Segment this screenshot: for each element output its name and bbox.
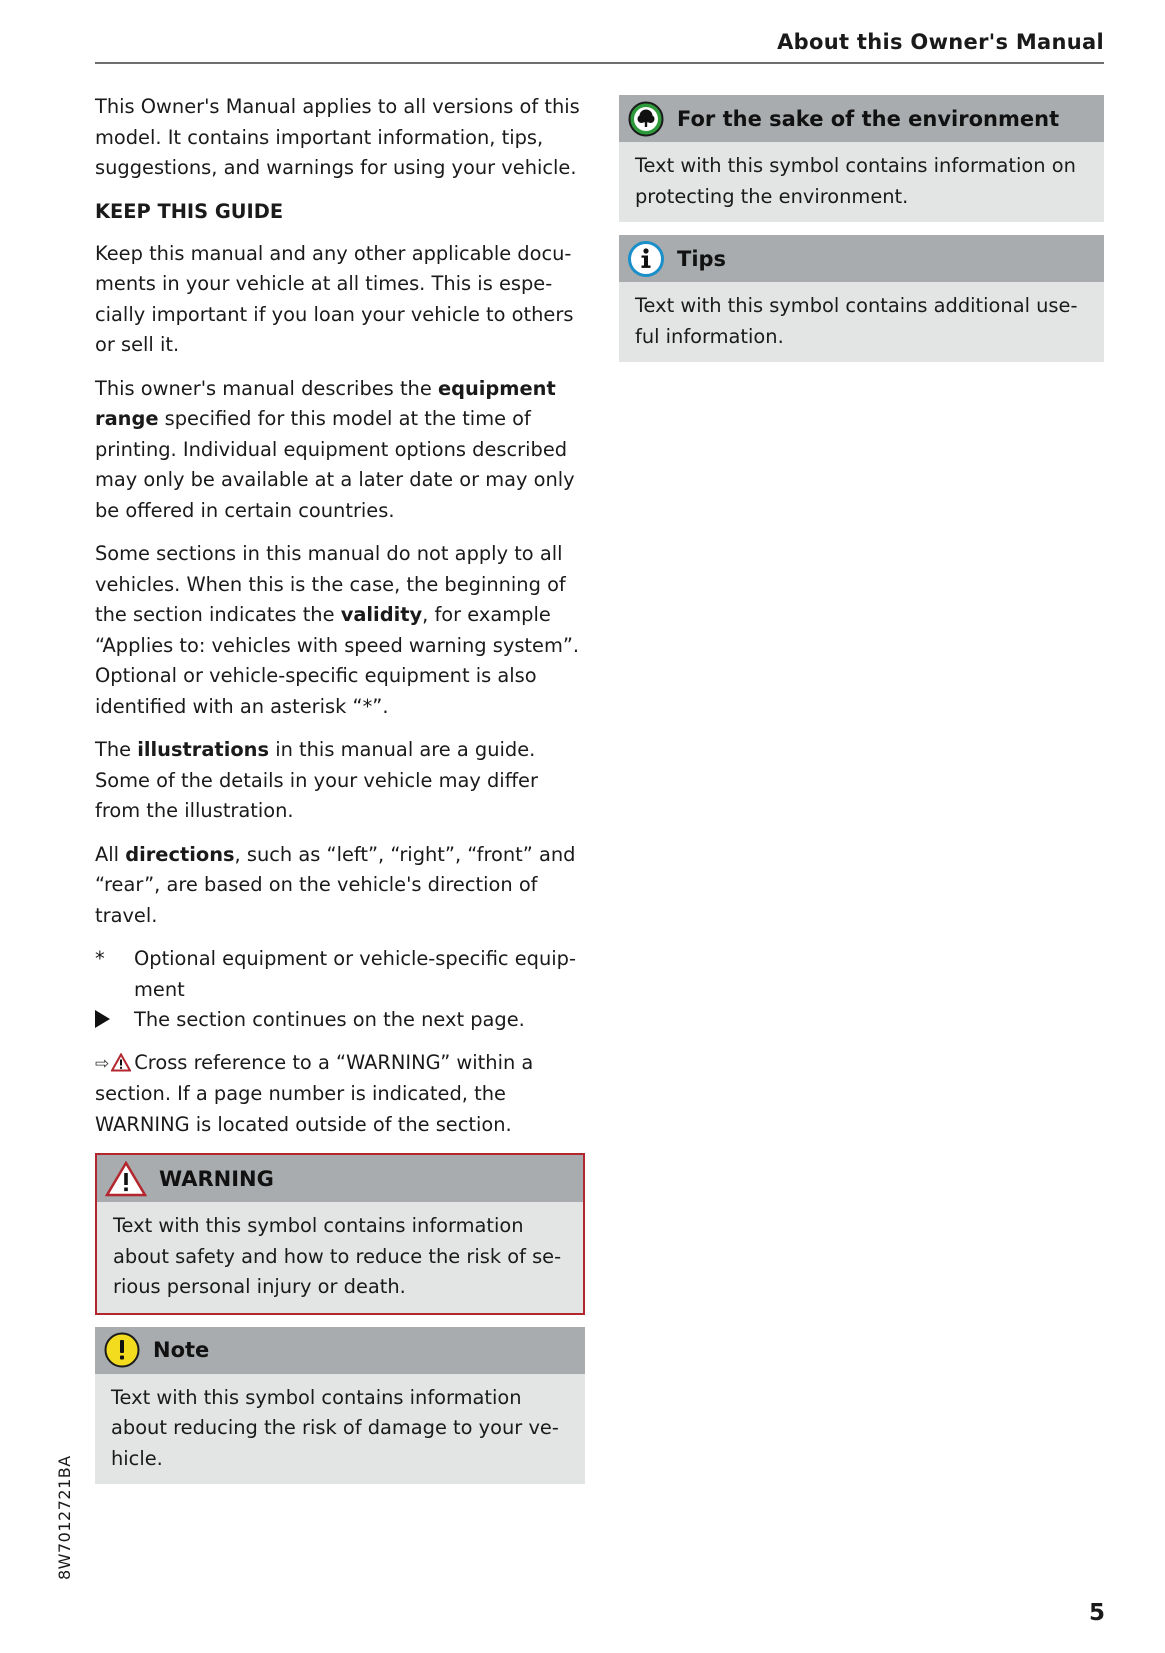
xref-paragraph — [95, 1048, 585, 1141]
page-number: 5 — [1088, 1600, 1105, 1626]
directions-paragraph: All directions, such as “left”, “right”, “front” and “rear”, are based on the vehicle's direction of travel. — [95, 842, 576, 927]
warning-text: Text with this symbol contains information about safety and how to reduce the risk of serious personal injury or death. — [97, 1202, 583, 1313]
warning-title: WARNING — [159, 1166, 274, 1191]
exclamation-circle-icon — [103, 1331, 141, 1369]
validity-paragraph: Some sections in this manual do not apply to all vehicles. When this is the case, the beginning of the section indicates the validity, for example “Applies to: vehicles with speed warning system”. Optional or vehicle-specific equipment is also identified with an asterisk “*”. — [95, 542, 580, 718]
tips-box — [619, 235, 1104, 362]
info-icon — [627, 240, 665, 278]
continue-triangle-icon — [95, 1010, 110, 1028]
xref-text: Cross reference to a “WARNING” within a section. If a page number is indicated, the WARNING is located outside of the section. — [95, 1050, 534, 1136]
environment-box — [619, 95, 1104, 222]
environment-text: Text with this symbol contains information on protecting the environment. — [619, 142, 1104, 222]
environment-header — [619, 95, 1104, 142]
tips-header — [619, 235, 1104, 282]
xref-arrow-icon: ⇨ — [95, 1053, 110, 1074]
header-rule — [95, 62, 1104, 64]
running-title: About this Owner's Manual — [777, 30, 1104, 54]
document-code: 8W7012721BA — [55, 1455, 74, 1580]
note-box — [95, 1327, 585, 1485]
note-title: Note — [153, 1338, 210, 1362]
warning-header — [97, 1155, 583, 1202]
keep-guide-paragraph: Keep this manual and any other applicable documents in your vehicle at all times. This is especially important if you loan your vehicle to others or sell it. — [95, 241, 574, 356]
continue-description: The section continues on the next page. — [134, 1008, 525, 1031]
asterisk-description: Optional equipment or vehicle-specific equipment — [134, 947, 576, 1001]
tree-icon — [627, 100, 665, 138]
validity-term: validity — [340, 603, 423, 626]
tips-title: Tips — [677, 246, 727, 271]
equipment-range-term: equipment range — [95, 376, 556, 430]
asterisk-symbol: * — [95, 947, 105, 970]
directions-term: directions — [125, 842, 235, 866]
note-text: Text with this symbol contains information about reducing the risk of damage to your vehicle. — [95, 1374, 585, 1485]
equipment-paragraph: This owner's manual describes the equipment range specified for this model at the time of printing. Individual equipment options described may only be available at a later date or may only be offered in certain countries. — [95, 376, 575, 522]
section-heading: KEEP THIS GUIDE — [95, 199, 284, 223]
left-column — [95, 92, 585, 1484]
illustrations-paragraph: The illustrations in this manual are a guide. Some of the details in your vehicle may differ from the illustration. — [95, 738, 538, 822]
legend-continue — [95, 1005, 585, 1036]
tips-text: Text with this symbol contains additional useful information. — [619, 282, 1104, 362]
environment-title: For the sake of the environment — [677, 106, 1060, 131]
warning-triangle-icon — [105, 1161, 147, 1197]
illustrations-term: illustrations — [137, 738, 270, 761]
small-warning-icon — [111, 1053, 131, 1072]
warning-box — [95, 1153, 585, 1315]
note-header — [95, 1327, 585, 1374]
intro-paragraph: This Owner's Manual applies to all versions of this model. It contains important information, tips, suggestions, and warnings for using your vehicle. — [95, 95, 580, 179]
legend-asterisk — [95, 944, 585, 1005]
right-column — [619, 95, 1104, 362]
